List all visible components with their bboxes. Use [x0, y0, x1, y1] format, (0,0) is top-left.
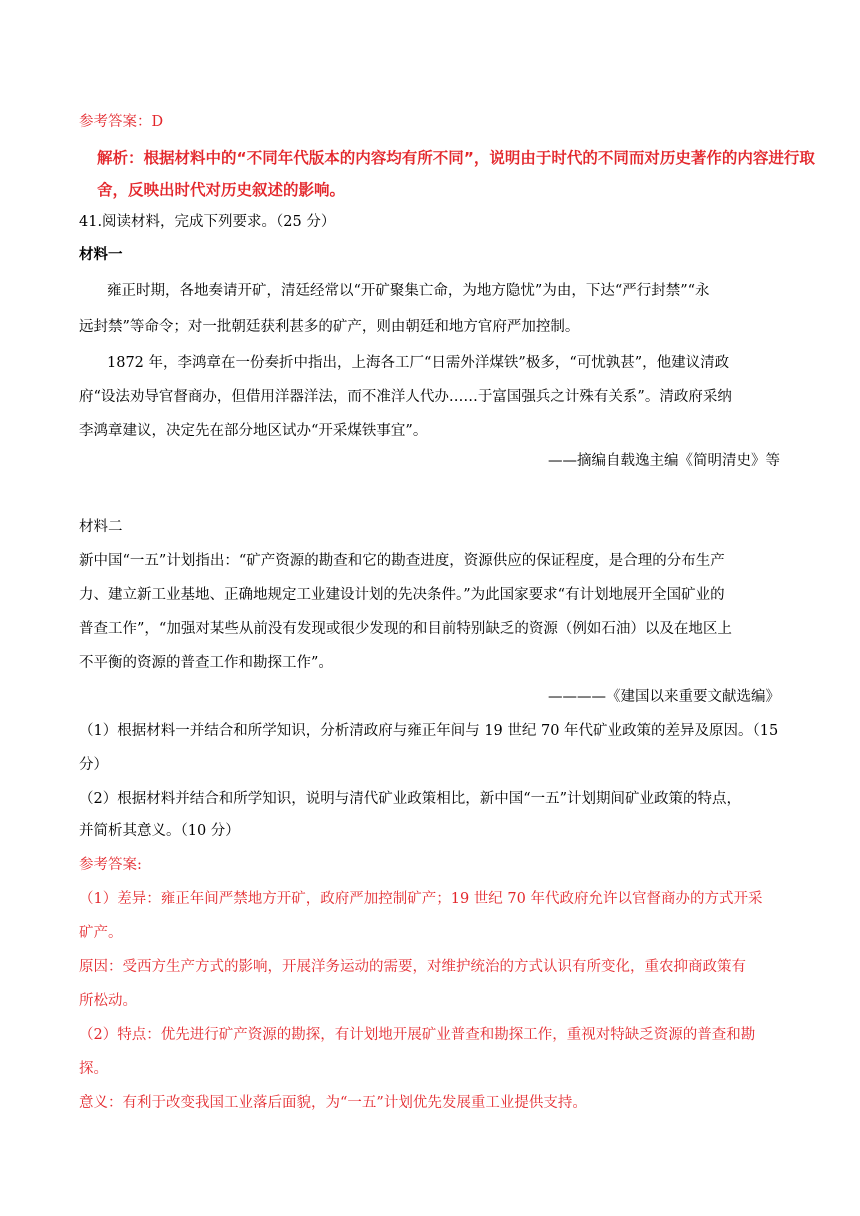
- material1-heading: 材料一: [79, 246, 123, 263]
- answer-line-3: 原因：受西方生产方式的影响，开展洋务运动的需要，对维护统治的方式认识有所变化，重农抑商政策有: [79, 959, 746, 975]
- prev-analysis-line-1: 解析：根据材料中的“不同年代版本的内容均有所不同”，说明由于时代的不同而对历史著作的内容进行取: [97, 149, 815, 167]
- material1-line-2: 远封禁”等命令；对一批朝廷获利甚多的矿产，则由朝廷和地方官府严加控制。: [79, 319, 580, 335]
- material1-line-3: 1872 年，李鸿章在一份奏折中指出，上海各工厂“日需外洋煤铁”极多，“可忧孰甚”，他建议清政: [107, 355, 730, 371]
- material2-source: ————《建国以来重要文献选编》: [548, 689, 780, 705]
- material1-line-4: 府“设法劝导官督商办，但借用洋器洋法，而不准洋人代办……于富国强兵之计殊有关系”。清政府采纳: [79, 389, 732, 405]
- material2-line-4: 不平衡的资源的普查工作和勘探工作”。: [79, 655, 333, 671]
- prev-answer-label: 参考答案：D: [79, 114, 164, 130]
- q1-line-1: （1）根据材料一并结合和所学知识，分析清政府与雍正年间与 19 世纪 70 年代矿业政策的差异及原因。（15: [79, 723, 779, 739]
- prev-analysis-line-2: 舍，反映出时代对历史叙述的影响。: [97, 181, 346, 199]
- material1-line-1: 雍正时期，各地奏请开矿，清廷经常以“开矿聚集亡命，为地方隐忧”为由，下达“严行封禁”“永: [107, 283, 710, 299]
- material1-source: ——摘编自载逸主编《简明清史》等: [548, 453, 780, 469]
- material2-heading: 材料二: [79, 519, 123, 535]
- q2-line-2: 并简析其意义。（10 分）: [79, 823, 240, 839]
- material2-line-3: 普查工作”，“加强对某些从前没有发现或很少发现的和目前特别缺乏的资源（例如石油）以及在地区上: [79, 621, 732, 637]
- material1-line-5: 李鸿章建议，决定先在部分地区试办“开采煤铁事宜”。: [79, 423, 428, 439]
- answer-line-5: （2）特点：优先进行矿产资源的勘探，有计划地开展矿业普查和勘探工作，重视对特缺乏资源的普查和勘: [79, 1027, 756, 1043]
- material2-line-1: 新中国“一五”计划指出：“矿产资源的勘查和它的勘查进度，资源供应的保证程度，是合理的分布生产: [79, 553, 725, 569]
- answer-line-1: （1）差异：雍正年间严禁地方开矿，政府严加控制矿产；19 世纪 70 年代政府允许以官督商办的方式开采: [79, 891, 763, 907]
- answer-line-7: 意义：有利于改变我国工业落后面貌，为“一五”计划优先发展重工业提供支持。: [79, 1095, 587, 1111]
- material2-line-2: 力、建立新工业基地、正确地规定工业建设计划的先决条件。”为此国家要求“有计划地展开全国矿业的: [79, 587, 725, 603]
- answer-line-6: 探。: [79, 1061, 108, 1077]
- q2-line-1: （2）根据材料并结合和所学知识，说明与清代矿业政策相比，新中国“一五”计划期间矿业政策的特点，: [79, 791, 742, 807]
- answer-label: 参考答案:: [79, 857, 142, 873]
- q1-line-2: 分）: [79, 757, 108, 773]
- answer-line-4: 所松动。: [79, 993, 137, 1009]
- question-title: 41.阅读材料，完成下列要求。（25 分）: [79, 214, 336, 230]
- answer-line-2: 矿产。: [79, 925, 123, 941]
